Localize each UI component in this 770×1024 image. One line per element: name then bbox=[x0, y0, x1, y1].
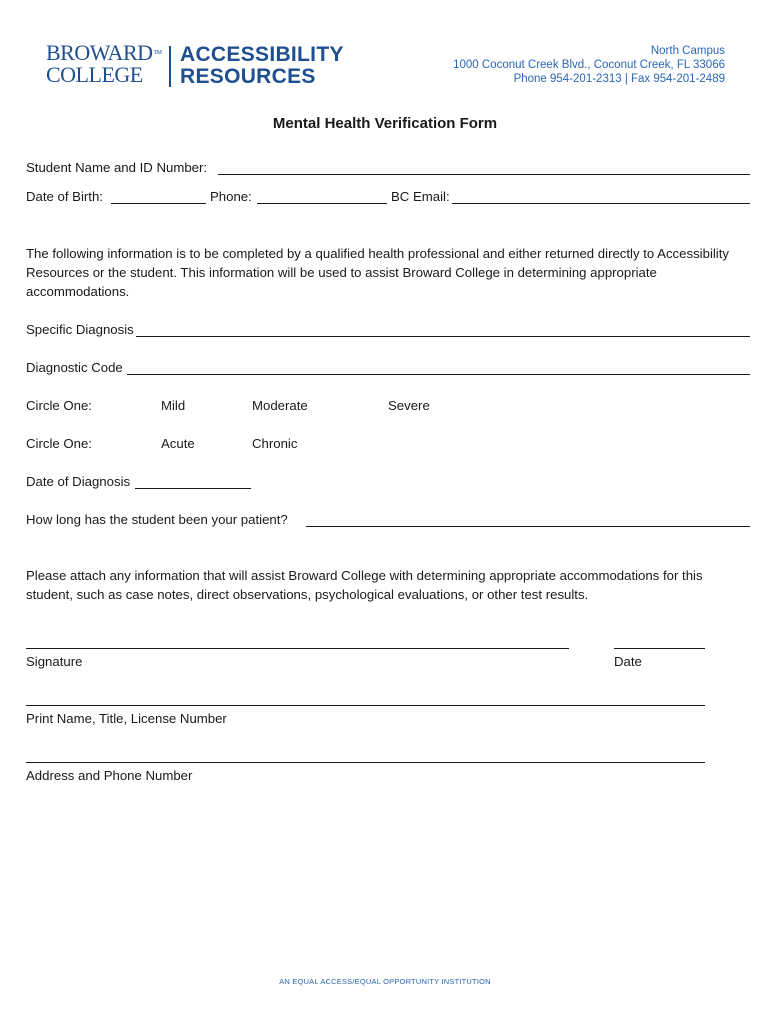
email-label: BC Email: bbox=[391, 189, 450, 204]
print-name-label: Print Name, Title, License Number bbox=[26, 711, 227, 726]
logo-divider bbox=[169, 46, 171, 87]
logo-trademark: TM bbox=[153, 50, 162, 56]
diagnosis-label: Specific Diagnosis bbox=[26, 322, 134, 337]
campus-name: North Campus bbox=[650, 45, 725, 57]
date-of-diagnosis-field[interactable] bbox=[135, 488, 251, 489]
form-title: Mental Health Verification Form bbox=[272, 115, 498, 132]
diagnostic-code-label: Diagnostic Code bbox=[26, 360, 123, 375]
option-severe[interactable]: Severe bbox=[388, 398, 430, 413]
option-mild[interactable]: Mild bbox=[161, 398, 186, 413]
intro-paragraph: The following information is to be completed by a qualified health professional and either returned directly to Accessibility Resources or the student. This information will be used to assist Broward College in determining appropriate accommodations. bbox=[26, 246, 729, 299]
date-of-diagnosis-label: Date of Diagnosis bbox=[26, 474, 131, 489]
campus-address-block bbox=[453, 44, 725, 86]
patient-length-field[interactable] bbox=[306, 526, 750, 527]
address-phone-label: Address and Phone Number bbox=[26, 768, 193, 783]
footer-equal-opportunity: AN EQUAL ACCESS/EQUAL OPPORTUNITY INSTITUTION bbox=[279, 977, 491, 986]
diagnostic-code-field[interactable] bbox=[127, 374, 750, 375]
phone-label: Phone: bbox=[210, 189, 252, 204]
severity-circle-label: Circle One: bbox=[26, 398, 92, 413]
attach-info-paragraph: Please attach any information that will assist Broward College with determining appropriate accommodations for this student, such as case notes, direct observations, psychological evaluations, or other test results. bbox=[26, 568, 703, 602]
option-moderate[interactable]: Moderate bbox=[252, 398, 308, 413]
logo-word-resources: RESOURCES bbox=[180, 65, 316, 88]
patient-length-label: How long has the student been your patient? bbox=[26, 512, 288, 527]
dob-label: Date of Birth: bbox=[26, 189, 103, 204]
print-name-field[interactable] bbox=[26, 705, 705, 706]
student-name-field[interactable] bbox=[218, 174, 750, 175]
signature-field[interactable] bbox=[26, 648, 569, 649]
duration-circle-label: Circle One: bbox=[26, 436, 92, 451]
student-name-label: Student Name and ID Number: bbox=[26, 160, 208, 175]
accessibility-resources-logo bbox=[180, 44, 344, 88]
option-chronic[interactable]: Chronic bbox=[252, 436, 298, 451]
broward-college-logo bbox=[46, 42, 162, 86]
logo-word-accessibility: ACCESSIBILITY bbox=[180, 43, 344, 66]
dob-field[interactable] bbox=[111, 203, 206, 204]
street-address: 1000 Coconut Creek Blvd., Coconut Creek, FL 33066 bbox=[453, 59, 725, 71]
logo-word-college: COLLEGE bbox=[46, 62, 143, 87]
email-field[interactable] bbox=[452, 203, 750, 204]
phone-field[interactable] bbox=[257, 203, 387, 204]
diagnosis-field[interactable] bbox=[136, 336, 750, 337]
logo-word-broward: BROWARD bbox=[46, 40, 153, 65]
signature-label: Signature bbox=[26, 654, 83, 669]
date-label: Date bbox=[614, 654, 642, 669]
address-phone-field[interactable] bbox=[26, 762, 705, 763]
signature-date-field[interactable] bbox=[614, 648, 705, 649]
phone-fax: Phone 954-201-2313 | Fax 954-201-2489 bbox=[513, 73, 725, 85]
option-acute[interactable]: Acute bbox=[161, 436, 195, 451]
